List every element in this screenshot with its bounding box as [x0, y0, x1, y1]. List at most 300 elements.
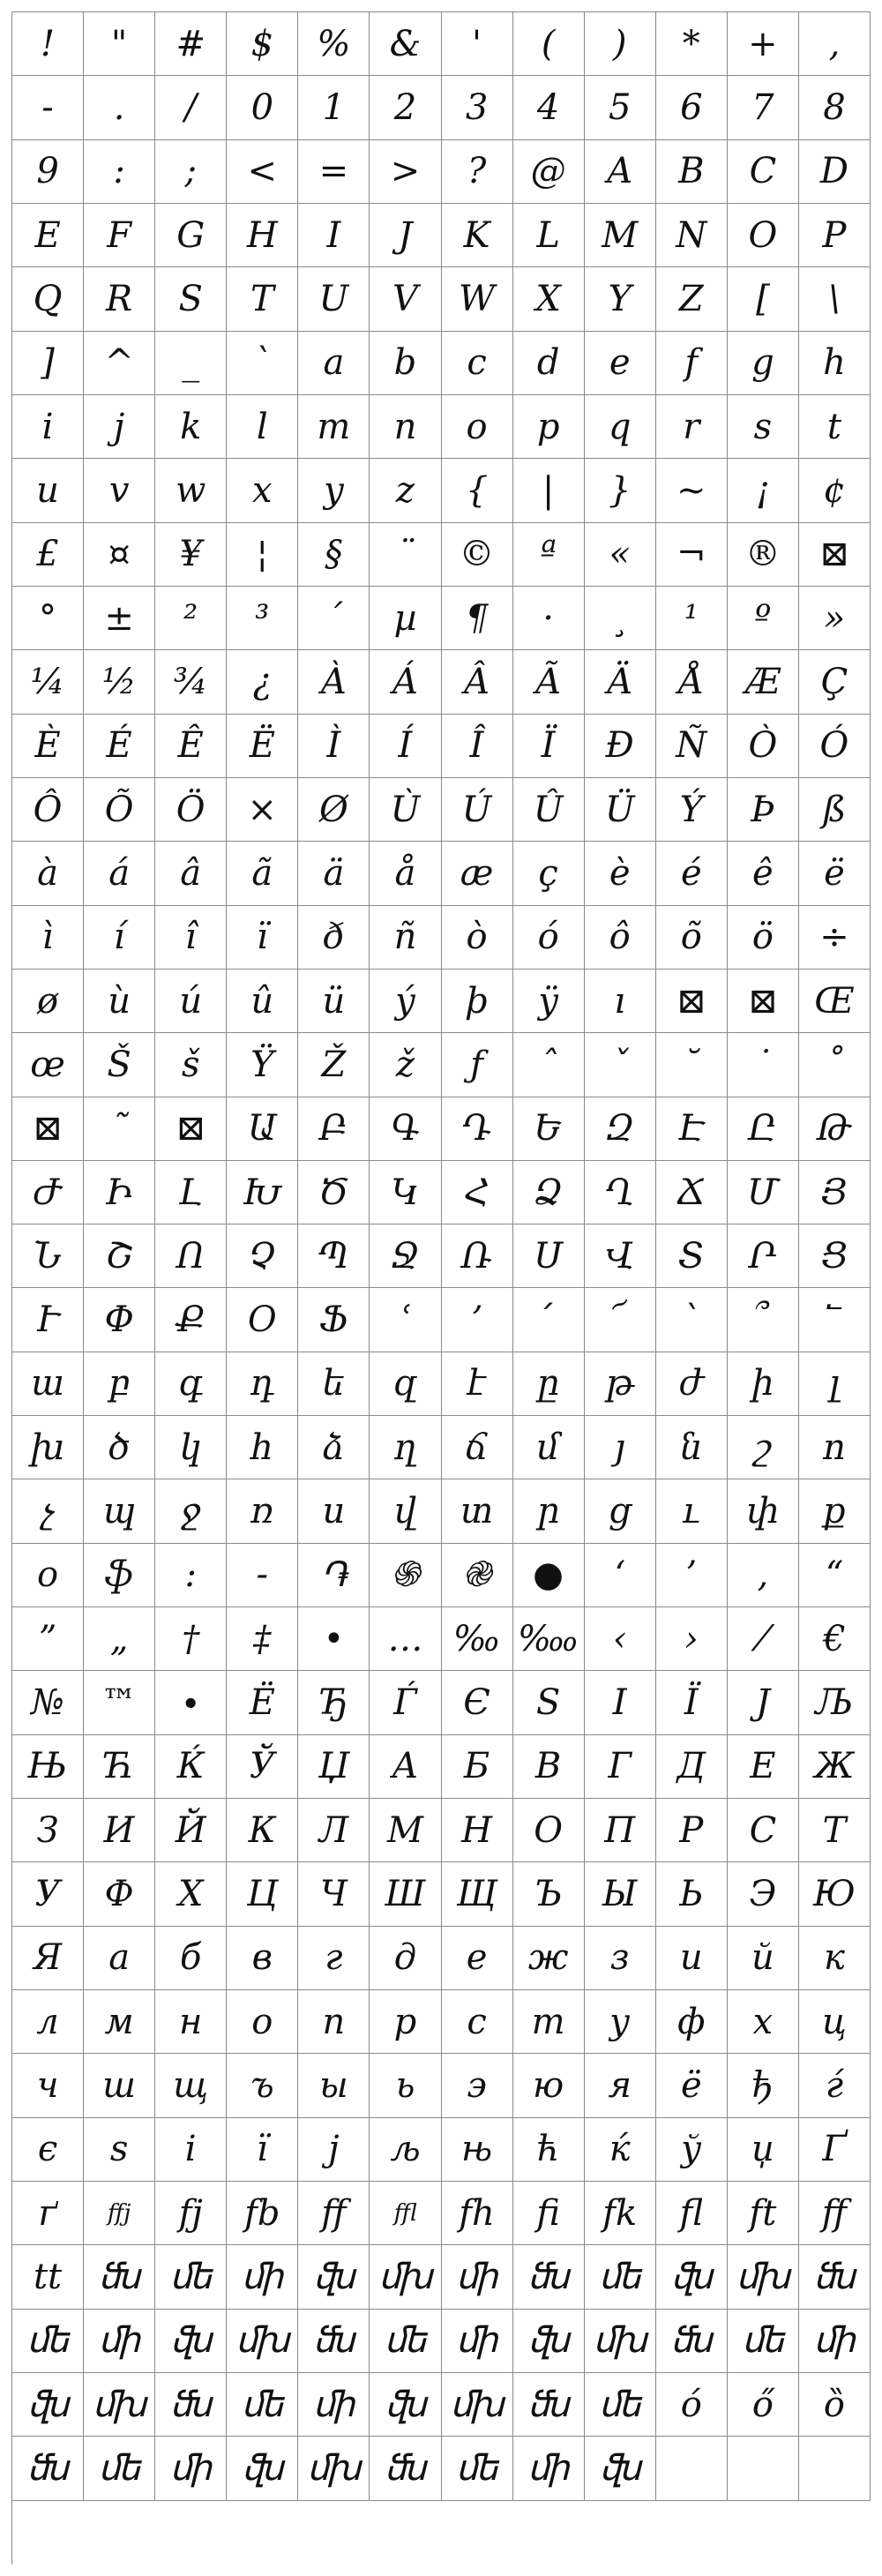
glyph-cell: е [442, 1927, 513, 1990]
glyph-cell: j [84, 395, 155, 459]
glyph-cell: l [227, 395, 298, 459]
glyph-cell: Ü [585, 778, 656, 842]
glyph-cell: z [370, 459, 441, 522]
glyph-cell: q [585, 395, 656, 459]
glyph-cell: Ј [728, 1671, 799, 1734]
glyph-cell: Խ [227, 1161, 298, 1224]
glyph-cell: ї [227, 2118, 298, 2182]
glyph-cell: ղ [370, 1416, 441, 1479]
glyph-cell: ¼ [12, 650, 84, 714]
glyph-cell: ﬓ [155, 2373, 227, 2437]
glyph-cell: ж [513, 1927, 585, 1990]
glyph-cell: K [442, 204, 513, 267]
glyph-cell: д [370, 1927, 441, 1990]
glyph-cell: ի [728, 1352, 799, 1416]
glyph-cell: լ [799, 1352, 871, 1416]
glyph-cell: ª [513, 523, 585, 587]
glyph-cell: Ú [442, 778, 513, 842]
glyph-cell: Ù [370, 778, 441, 842]
glyph-grid [11, 11, 871, 2565]
glyph-cell: Ջ [370, 1224, 441, 1288]
glyph-cell: հ [227, 1416, 298, 1479]
glyph-cell: ՟ [799, 1288, 871, 1352]
glyph-cell: ( [513, 12, 585, 76]
glyph-cell: Ո [155, 1224, 227, 1288]
glyph-cell: À [298, 650, 370, 714]
glyph-cell: í [84, 906, 155, 970]
glyph-cell: ! [12, 12, 84, 76]
glyph-cell: щ [155, 2054, 227, 2117]
glyph-cell: ¡ [728, 459, 799, 522]
glyph-cell: Ì [298, 715, 370, 778]
glyph-cell: л [12, 1990, 84, 2054]
glyph-cell: é [656, 842, 728, 905]
glyph-cell: і [155, 2118, 227, 2182]
glyph-cell: Æ [728, 650, 799, 714]
glyph-cell: ⊠ [728, 970, 799, 1033]
glyph-cell: - [12, 76, 84, 139]
glyph-cell: $ [227, 12, 298, 76]
glyph-cell: ¨ [370, 523, 441, 587]
glyph-cell: ՚ [442, 1288, 513, 1352]
glyph-cell: â [155, 842, 227, 905]
glyph-cell: W [442, 267, 513, 331]
glyph-cell: к [799, 1927, 871, 1990]
glyph-cell: Յ [799, 1161, 871, 1224]
glyph-cell: ռ [227, 1479, 298, 1543]
glyph-cell: ч [12, 2054, 84, 2117]
glyph-cell: І [585, 1671, 656, 1734]
glyph-cell: ֏ [298, 1544, 370, 1607]
glyph-cell: ՞ [728, 1288, 799, 1352]
glyph-cell: Ю [799, 1862, 871, 1926]
glyph-cell: զ [370, 1352, 441, 1416]
glyph-cell: Б [442, 1735, 513, 1799]
glyph-cell: ﬖ [227, 2437, 298, 2500]
glyph-cell: ﬔ [84, 2437, 155, 2500]
glyph-cell: վ [370, 1479, 441, 1543]
glyph-cell: ﬖ [656, 2245, 728, 2309]
glyph-cell: ™ [84, 1671, 155, 1734]
glyph-cell: օ [12, 1544, 84, 1607]
glyph-cell: 8 [799, 76, 871, 139]
glyph-cell: Զ [585, 1097, 656, 1161]
glyph-cell: մ [513, 1416, 585, 1479]
glyph-cell: Օ [227, 1288, 298, 1352]
glyph-cell: ﬔ [585, 2373, 656, 2437]
glyph-cell: с [442, 1990, 513, 2054]
glyph-cell [728, 2437, 799, 2500]
glyph-cell: ² [155, 587, 227, 650]
glyph-cell: Ա [227, 1097, 298, 1161]
glyph-cell: fi [513, 2182, 585, 2245]
glyph-cell: Á [370, 650, 441, 714]
glyph-cell: ﬓ [12, 2437, 84, 2500]
glyph-cell: ﬗ [370, 2245, 441, 2309]
glyph-cell: ﬕ [84, 2310, 155, 2373]
glyph-cell: £ [12, 523, 84, 587]
glyph-cell: f [656, 332, 728, 395]
glyph-cell: N [656, 204, 728, 267]
glyph-cell: ¿ [227, 650, 298, 714]
glyph-cell: ֎ [442, 1544, 513, 1607]
glyph-cell: ր [513, 1479, 585, 1543]
glyph-cell: „ [84, 1607, 155, 1671]
glyph-cell: ˚ [799, 1033, 871, 1097]
glyph-cell: ) [585, 12, 656, 76]
glyph-cell: Ћ [84, 1735, 155, 1799]
glyph-cell: O [728, 204, 799, 267]
glyph-cell: › [656, 1607, 728, 1671]
glyph-cell: բ [84, 1352, 155, 1416]
glyph-cell: Ђ [298, 1671, 370, 1734]
glyph-cell: á [84, 842, 155, 905]
glyph-cell: С [728, 1799, 799, 1862]
glyph-cell: ա [12, 1352, 84, 1416]
glyph-cell: ﬗ [298, 2437, 370, 2500]
glyph-cell: Ў [227, 1735, 298, 1799]
glyph-cell: ﬖ [513, 2310, 585, 2373]
glyph-cell: ﬖ [585, 2437, 656, 2500]
glyph-cell: È [12, 715, 84, 778]
glyph-cell: » [799, 587, 871, 650]
glyph-cell: Ш [370, 1862, 441, 1926]
glyph-cell: Г [585, 1735, 656, 1799]
glyph-cell: a [298, 332, 370, 395]
glyph-cell: º [728, 587, 799, 650]
glyph-cell: Ս [513, 1224, 585, 1288]
glyph-cell: ﬕ [442, 2310, 513, 2373]
glyph-cell: а [84, 1927, 155, 1990]
glyph-cell [799, 2437, 871, 2500]
glyph-cell: 1 [298, 76, 370, 139]
glyph-cell: x [227, 459, 298, 522]
glyph-cell: ﬔ [155, 2245, 227, 2309]
glyph-cell: ֆ [84, 1544, 155, 1607]
glyph-cell: Í [370, 715, 441, 778]
glyph-cell: w [155, 459, 227, 522]
glyph-cell: … [370, 1607, 441, 1671]
glyph-cell: կ [155, 1416, 227, 1479]
glyph-cell: ы [298, 2054, 370, 2117]
glyph-cell: 6 [656, 76, 728, 139]
glyph-cell: Ð [585, 715, 656, 778]
glyph-cell: g [728, 332, 799, 395]
glyph-cell: Ճ [656, 1161, 728, 1224]
glyph-cell: ў [656, 2118, 728, 2182]
glyph-cell: ] [12, 332, 84, 395]
glyph-cell: Є [442, 1671, 513, 1734]
glyph-cell: ﬕ [513, 2437, 585, 2500]
glyph-cell: ճ [442, 1416, 513, 1479]
glyph-cell: ő [728, 2373, 799, 2437]
glyph-cell: Ò [728, 715, 799, 778]
glyph-cell: Î [442, 715, 513, 778]
glyph-cell: tt [12, 2245, 84, 2309]
glyph-cell: Э [728, 1862, 799, 1926]
glyph-cell: Õ [84, 778, 155, 842]
glyph-cell: + [728, 12, 799, 76]
glyph-cell: ծ [84, 1416, 155, 1479]
glyph-cell: š [155, 1033, 227, 1097]
glyph-cell: ¦ [227, 523, 298, 587]
glyph-cell: Ր [728, 1224, 799, 1288]
glyph-cell: v [84, 459, 155, 522]
glyph-cell: ﬗ [442, 2373, 513, 2437]
glyph-cell: ë [799, 842, 871, 905]
glyph-cell: ⊠ [12, 1097, 84, 1161]
glyph-cell: Ы [585, 1862, 656, 1926]
glyph-cell: Փ [84, 1288, 155, 1352]
glyph-cell: դ [227, 1352, 298, 1416]
glyph-cell: y [298, 459, 370, 522]
glyph-cell: * [656, 12, 728, 76]
glyph-cell: ß [799, 778, 871, 842]
glyph-cell: ‰ [442, 1607, 513, 1671]
glyph-cell: Ծ [298, 1161, 370, 1224]
glyph-cell: Ը [728, 1097, 799, 1161]
glyph-cell: Ւ [12, 1288, 84, 1352]
glyph-cell: Ի [84, 1161, 155, 1224]
glyph-cell: ı [585, 970, 656, 1033]
glyph-cell: п [298, 1990, 370, 2054]
glyph-cell: Ղ [585, 1161, 656, 1224]
glyph-cell: в [227, 1927, 298, 1990]
glyph-cell: 9 [12, 140, 84, 204]
glyph-cell: B [656, 140, 728, 204]
glyph-cell: ˆ [513, 1033, 585, 1097]
glyph-cell: d [513, 332, 585, 395]
glyph-cell: й [728, 1927, 799, 1990]
glyph-cell: Ժ [12, 1161, 84, 1224]
glyph-cell: Պ [298, 1224, 370, 1288]
glyph-cell: ՙ [370, 1288, 441, 1352]
glyph-cell: # [155, 12, 227, 76]
glyph-cell: Ց [799, 1224, 871, 1288]
glyph-cell: О [513, 1799, 585, 1862]
glyph-cell: Դ [442, 1097, 513, 1161]
glyph-cell: ﬓ [656, 2310, 728, 2373]
glyph-cell: ÿ [513, 970, 585, 1033]
glyph-cell: p [513, 395, 585, 459]
glyph-cell: ˜ [84, 1097, 155, 1161]
glyph-cell: Ї [656, 1671, 728, 1734]
glyph-cell: ﬓ [513, 2373, 585, 2437]
glyph-cell: К [227, 1799, 298, 1862]
glyph-cell: ﬕ [298, 2373, 370, 2437]
glyph-cell: ˘ [656, 1033, 728, 1097]
glyph-cell: ~ [656, 459, 728, 522]
glyph-cell: ž [370, 1033, 441, 1097]
glyph-cell: æ [442, 842, 513, 905]
glyph-cell: Ֆ [298, 1288, 370, 1352]
glyph-cell: X [513, 267, 585, 331]
glyph-cell: պ [84, 1479, 155, 1543]
glyph-cell: ջ [155, 1479, 227, 1543]
glyph-cell: М [370, 1799, 441, 1862]
glyph-cell: © [442, 523, 513, 587]
glyph-cell: å [370, 842, 441, 905]
glyph-cell: P [799, 204, 871, 267]
glyph-cell: Ã [513, 650, 585, 714]
glyph-cell: ﬓ [799, 2245, 871, 2309]
glyph-cell: < [227, 140, 298, 204]
glyph-cell: ⊠ [799, 523, 871, 587]
glyph-cell: fj [155, 2182, 227, 2245]
glyph-cell: р [370, 1990, 441, 2054]
glyph-cell: ± [84, 587, 155, 650]
glyph-cell: Տ [656, 1224, 728, 1288]
glyph-cell: շ [728, 1416, 799, 1479]
glyph-cell: Х [155, 1862, 227, 1926]
glyph-cell: П [585, 1799, 656, 1862]
glyph-cell: Ч [298, 1862, 370, 1926]
glyph-cell: г [298, 1927, 370, 1990]
glyph-cell: Ѓ [370, 1671, 441, 1734]
glyph-cell: ³ [227, 587, 298, 650]
glyph-cell: խ [12, 1416, 84, 1479]
glyph-cell: ј [298, 2118, 370, 2182]
glyph-cell: = [298, 140, 370, 204]
glyph-cell: ц [799, 1990, 871, 2054]
glyph-cell: Ø [298, 778, 370, 842]
glyph-cell: չ [12, 1479, 84, 1543]
glyph-cell: ? [442, 140, 513, 204]
glyph-cell: ґ [12, 2182, 84, 2245]
glyph-cell: : [84, 140, 155, 204]
glyph-cell: ; [155, 140, 227, 204]
glyph-cell: - [227, 1544, 298, 1607]
glyph-cell: ձ [298, 1416, 370, 1479]
glyph-cell: , [799, 12, 871, 76]
glyph-cell: ﬗ [227, 2310, 298, 2373]
glyph-cell: Q [12, 267, 84, 331]
glyph-cell: я [585, 2054, 656, 2117]
glyph-cell: / [155, 76, 227, 139]
glyph-cell: × [227, 778, 298, 842]
glyph-cell: fl [656, 2182, 728, 2245]
glyph-cell: ô [585, 906, 656, 970]
glyph-cell: û [227, 970, 298, 1033]
glyph-cell: D [799, 140, 871, 204]
glyph-cell: ﬖ [12, 2373, 84, 2437]
glyph-cell: Չ [227, 1224, 298, 1288]
glyph-cell: ь [370, 2054, 441, 2117]
glyph-cell: ﬓ [298, 2310, 370, 2373]
glyph-cell: џ [728, 2118, 799, 2182]
glyph-cell: « [585, 523, 656, 587]
glyph-cell: ã [227, 842, 298, 905]
glyph-cell: " [84, 12, 155, 76]
glyph-cell: R [84, 267, 155, 331]
glyph-cell: ∙ [155, 1671, 227, 1734]
glyph-cell: ѕ [84, 2118, 155, 2182]
glyph-cell: В [513, 1735, 585, 1799]
glyph-cell: ﬗ [728, 2245, 799, 2309]
glyph-cell: ћ [513, 2118, 585, 2182]
glyph-cell: ý [370, 970, 441, 1033]
glyph-cell: o [442, 395, 513, 459]
glyph-cell: œ [12, 1033, 84, 1097]
glyph-cell: i [12, 395, 84, 459]
glyph-cell: ´ [298, 587, 370, 650]
glyph-cell: н [155, 1990, 227, 2054]
glyph-cell: } [585, 459, 656, 522]
glyph-cell: ն [656, 1416, 728, 1479]
glyph-cell: Ь [656, 1862, 728, 1926]
glyph-cell: E [12, 204, 84, 267]
glyph-cell: Վ [585, 1224, 656, 1288]
glyph-cell: Հ [442, 1161, 513, 1224]
glyph-cell: ¾ [155, 650, 227, 714]
glyph-cell: s [728, 395, 799, 459]
glyph-cell: о [227, 1990, 298, 2054]
glyph-cell: Ö [155, 778, 227, 842]
glyph-cell: è [585, 842, 656, 905]
glyph-cell: S [155, 267, 227, 331]
glyph-cell: У [12, 1862, 84, 1926]
glyph-cell: ' [442, 12, 513, 76]
glyph-cell: Բ [298, 1097, 370, 1161]
glyph-cell: 4 [513, 76, 585, 139]
glyph-cell: Щ [442, 1862, 513, 1926]
glyph-cell: ﬔ [370, 2310, 441, 2373]
glyph-cell: F [84, 204, 155, 267]
glyph-cell: Թ [799, 1097, 871, 1161]
glyph-cell: Ґ [799, 2118, 871, 2182]
glyph-cell: Š [84, 1033, 155, 1097]
glyph-cell: З [12, 1799, 84, 1862]
glyph-cell: ffj [84, 2182, 155, 2245]
glyph-cell: G [155, 204, 227, 267]
glyph-cell: Շ [84, 1224, 155, 1288]
glyph-cell: Y [585, 267, 656, 331]
glyph-cell: · [513, 587, 585, 650]
glyph-cell: ֍ [370, 1544, 441, 1607]
glyph-cell: [ [728, 267, 799, 331]
glyph-cell: É [84, 715, 155, 778]
glyph-cell: ● [513, 1544, 585, 1607]
glyph-cell: ք [799, 1479, 871, 1543]
glyph-cell: Ќ [155, 1735, 227, 1799]
glyph-cell: ﬔ [227, 2373, 298, 2437]
glyph-cell: u [12, 459, 84, 522]
glyph-cell: Е [728, 1735, 799, 1799]
glyph-cell: ä [298, 842, 370, 905]
glyph-cell: Գ [370, 1097, 441, 1161]
glyph-cell: ƒ [442, 1033, 513, 1097]
glyph-cell: ft [728, 2182, 799, 2245]
glyph-cell: х [728, 1990, 799, 2054]
glyph-cell: ﬖ [370, 2373, 441, 2437]
glyph-cell: ‱ [513, 1607, 585, 1671]
glyph-cell: ñ [370, 906, 441, 970]
glyph-cell: њ [442, 2118, 513, 2182]
glyph-cell: ﬔ [585, 2245, 656, 2309]
glyph-cell: ù [84, 970, 155, 1033]
glyph-cell: Ф [84, 1862, 155, 1926]
glyph-cell: Ý [656, 778, 728, 842]
glyph-cell: и [656, 1927, 728, 1990]
glyph-cell: Ն [12, 1224, 84, 1288]
glyph-cell: A [585, 140, 656, 204]
glyph-cell: Ÿ [227, 1033, 298, 1097]
glyph-cell: Է [656, 1097, 728, 1161]
glyph-cell: Й [155, 1799, 227, 1862]
glyph-cell: ⁄ [728, 1607, 799, 1671]
glyph-cell: > [370, 140, 441, 204]
glyph-cell: ð [298, 906, 370, 970]
